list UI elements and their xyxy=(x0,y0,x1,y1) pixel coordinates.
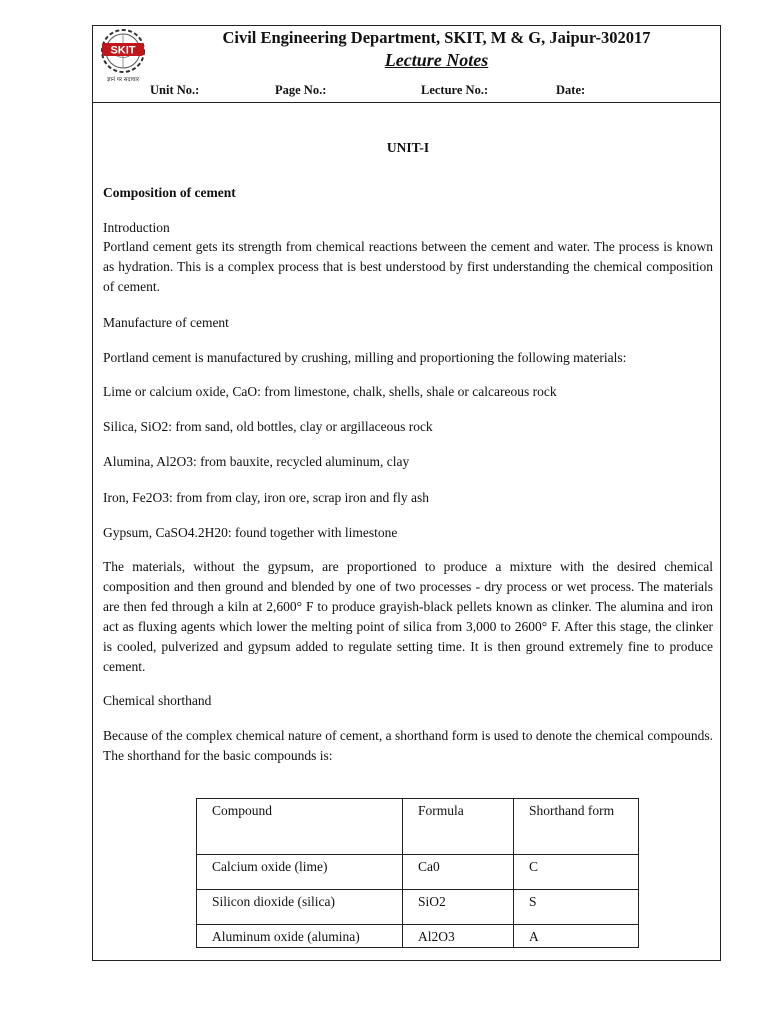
material-silica: Silica, SiO2: from sand, old bottles, clay or argillaceous rock xyxy=(103,419,433,434)
table-header-cell: Shorthand form xyxy=(514,799,639,855)
logo-text: SKIT xyxy=(110,44,136,57)
lecture-notes-page xyxy=(92,25,721,961)
table-cell: Calcium oxide (lime) xyxy=(197,855,403,890)
table-cell: S xyxy=(514,890,639,925)
logo-tagline: ज्ञानं पर सदाचार xyxy=(106,77,140,83)
intro-paragraph: Portland cement gets its strength from chemical reactions between the cement and water. The process is known as hydration. This is a complex process that is best understood by first understanding the chemical composition of cement. xyxy=(103,239,713,294)
table-cell: Silicon dioxide (silica) xyxy=(197,890,403,925)
process-paragraph: The materials, without the gypsum, are proportioned to produce a mixture with the desired chemical composition and then ground and blended by one of two processes - dry process or wet process. The materials are then fed through a kiln at 2,600° F to produce grayish-black pellets known as clinker. The alumina and iron act as fluxing agents which lower the melting point of silica from 3,000 to 2600° F. After this stage, the clinker is cooled, pulverized and gypsum added to regulate setting time. It is then ground extremely fine to produce cement. xyxy=(103,559,713,674)
table-cell: A xyxy=(514,925,639,948)
material-gypsum: Gypsum, CaSO4.2H20: found together with limestone xyxy=(103,525,398,540)
unit-no-label: Unit No.: xyxy=(150,83,200,97)
shorthand-paragraph: Because of the complex chemical nature of cement, a shorthand form is used to denote the chemical compounds. The shorthand for the basic compounds is: xyxy=(103,728,713,763)
table-cell: Aluminum oxide (alumina) xyxy=(197,925,403,948)
table-cell: Al2O3 xyxy=(403,925,514,948)
page-no-label: Page No.: xyxy=(275,83,327,97)
table-row xyxy=(197,890,639,925)
table-header-cell: Formula xyxy=(403,799,514,855)
lecture-notes-title: Lecture Notes xyxy=(384,50,489,70)
material-alumina: Alumina, Al2O3: from bauxite, recycled aluminum, clay xyxy=(103,454,410,469)
table-row xyxy=(197,855,639,890)
skit-logo xyxy=(96,28,150,84)
table-row xyxy=(197,925,639,948)
table-cell: C xyxy=(514,855,639,890)
table-cell: SiO2 xyxy=(403,890,514,925)
shorthand-heading: Chemical shorthand xyxy=(103,693,212,708)
department-title: Civil Engineering Department, SKIT, M & G, Jaipur-302017 xyxy=(222,28,651,47)
material-iron: Iron, Fe2O3: from from clay, iron ore, scrap iron and fly ash xyxy=(103,490,430,505)
manufacture-heading: Manufacture of cement xyxy=(103,315,229,330)
material-lime: Lime or calcium oxide, CaO: from limestone, chalk, shells, shale or calcareous rock xyxy=(103,384,557,399)
date-label: Date: xyxy=(556,83,586,97)
unit-heading: UNIT-I xyxy=(386,140,430,155)
compound-table xyxy=(196,798,639,948)
intro-heading: Introduction xyxy=(103,220,170,235)
table-header-row xyxy=(197,799,639,855)
section-title: Composition of cement xyxy=(103,185,236,200)
page-header xyxy=(93,26,720,103)
lecture-no-label: Lecture No.: xyxy=(421,83,489,97)
manufacture-paragraph: Portland cement is manufactured by crushing, milling and proportioning the following materials: xyxy=(103,350,627,365)
table-header-cell: Compound xyxy=(197,799,403,855)
table-cell: Ca0 xyxy=(403,855,514,890)
